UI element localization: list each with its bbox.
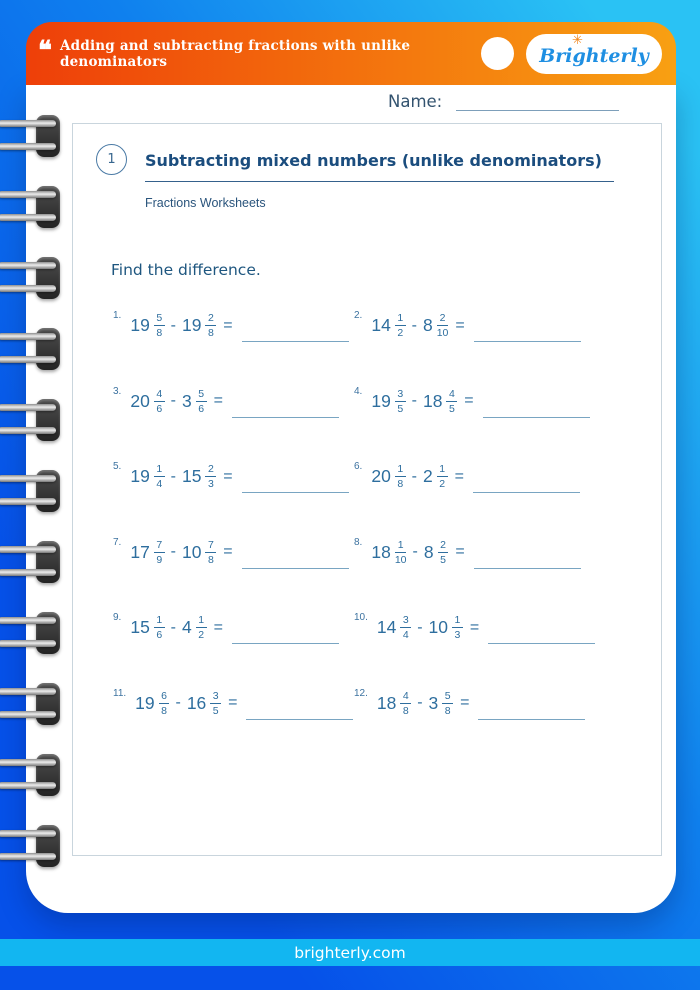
minuend-whole: 15 <box>130 617 150 638</box>
binder-ring <box>0 257 62 299</box>
subtrahend-whole: 19 <box>181 315 202 336</box>
problem <box>354 515 661 591</box>
subtrahend-fraction: $\frac{1}{2}$ <box>196 614 207 641</box>
ring-wire <box>0 120 56 127</box>
problem <box>113 666 354 742</box>
problem-number: 11. <box>113 687 127 699</box>
sun-icon: ✳ <box>572 31 583 47</box>
minus-operator: - <box>417 618 423 636</box>
logo-text: Brighterly <box>539 44 649 67</box>
ring-wire <box>0 333 56 340</box>
problem-number: 1. <box>113 310 122 322</box>
subtrahend-fraction: $\frac{1}{2}$ <box>437 463 448 490</box>
worksheet-subtitle: Fractions Worksheets <box>145 196 266 210</box>
instruction-text: Find the difference. <box>111 261 261 279</box>
minuend-whole: 17 <box>130 541 150 562</box>
binder-ring <box>0 470 62 512</box>
subtrahend-whole: 3 <box>428 692 439 713</box>
ring-wire <box>0 853 56 860</box>
answer-line[interactable] <box>488 631 595 644</box>
subtrahend-whole: 18 <box>422 390 443 411</box>
minus-operator: - <box>175 694 181 712</box>
equals-sign: = <box>464 392 474 410</box>
subtrahend-whole: 8 <box>423 541 434 562</box>
name-label: Name: <box>388 92 443 111</box>
minuend-whole: 14 <box>376 617 397 638</box>
problem <box>113 439 354 515</box>
subtrahend-fraction: $\frac{5}{6}$ <box>196 388 207 415</box>
equals-sign: = <box>213 618 223 636</box>
minuend-whole: 19 <box>135 692 155 713</box>
problems-grid <box>73 288 661 741</box>
minus-operator: - <box>411 392 417 410</box>
problem <box>354 288 661 364</box>
minus-operator: - <box>417 694 423 712</box>
problem <box>354 364 661 440</box>
problem-number: 8. <box>354 536 363 548</box>
ring-wire <box>0 427 56 434</box>
subtrahend-fraction: $\frac{4}{5}$ <box>446 388 457 415</box>
binder-ring <box>0 612 62 654</box>
minus-operator: - <box>170 618 176 636</box>
minus-operator: - <box>170 467 176 485</box>
subtrahend-fraction: $\frac{2}{5}$ <box>438 539 449 566</box>
equals-sign: = <box>455 543 465 561</box>
ring-wire <box>0 569 56 576</box>
subtrahend-whole: 10 <box>428 617 449 638</box>
subtrahend-fraction: $\frac{2}{10}$ <box>436 312 449 340</box>
problem <box>113 288 354 364</box>
binder-ring <box>0 186 62 228</box>
answer-line[interactable] <box>474 329 581 342</box>
subtrahend-whole: 4 <box>181 617 192 638</box>
minuend-fraction: $\frac{1}{4}$ <box>154 463 165 490</box>
equals-sign: = <box>469 618 480 636</box>
ring-wire <box>0 782 56 789</box>
problem <box>354 590 661 666</box>
equals-sign: = <box>213 392 223 410</box>
subtrahend-fraction: $\frac{2}{8}$ <box>205 312 216 339</box>
ring-wire <box>0 143 56 150</box>
equals-sign: = <box>223 543 233 561</box>
subtrahend-whole: 10 <box>181 541 202 562</box>
binder-ring <box>0 683 62 725</box>
name-blank-line[interactable] <box>456 96 619 111</box>
ring-wire <box>0 191 56 198</box>
minuend-fraction: $\frac{4}{8}$ <box>400 690 411 717</box>
answer-line[interactable] <box>473 480 580 493</box>
minus-operator: - <box>411 467 417 485</box>
ring-wire <box>0 711 56 718</box>
section-number-badge: 1 <box>96 144 127 175</box>
binder-ring <box>0 541 62 583</box>
problem-number: 9. <box>113 612 122 624</box>
subtrahend-whole: 3 <box>181 390 192 411</box>
answer-line[interactable] <box>242 329 349 342</box>
minuend-fraction: $\frac{1}{6}$ <box>154 614 165 641</box>
brighterly-logo[interactable] <box>526 31 662 74</box>
ring-wire <box>0 830 56 837</box>
minus-operator: - <box>411 316 417 334</box>
binder-ring <box>0 825 62 867</box>
minuend-fraction: $\frac{5}{8}$ <box>154 312 165 339</box>
ring-wire <box>0 688 56 695</box>
subtrahend-fraction: $\frac{5}{8}$ <box>442 690 453 717</box>
ring-wire <box>0 498 56 505</box>
minus-operator: - <box>170 316 176 334</box>
problem-number: 4. <box>354 385 363 397</box>
answer-line[interactable] <box>232 631 339 644</box>
problem-number: 10. <box>354 612 368 624</box>
minuend-whole: 19 <box>371 390 391 411</box>
header-circle-decoration <box>481 37 514 70</box>
minuend-whole: 18 <box>371 541 391 562</box>
footer-band <box>0 939 700 966</box>
minuend-fraction: $\frac{1}{10}$ <box>394 538 407 566</box>
ring-wire <box>0 640 56 647</box>
minuend-fraction: $\frac{7}{9}$ <box>154 539 165 566</box>
ring-wire <box>0 617 56 624</box>
problem-number: 5. <box>113 461 122 473</box>
problem-number: 2. <box>354 310 363 322</box>
problem <box>113 515 354 591</box>
ring-wire <box>0 356 56 363</box>
minuend-fraction: $\frac{4}{6}$ <box>154 388 165 415</box>
subtrahend-fraction: $\frac{7}{8}$ <box>205 539 216 566</box>
minus-operator: - <box>170 392 176 410</box>
equals-sign: = <box>223 467 233 485</box>
minuend-fraction: $\frac{3}{4}$ <box>400 614 411 641</box>
problem <box>354 439 661 515</box>
equals-sign: = <box>223 316 233 334</box>
subtrahend-whole: 8 <box>422 315 433 336</box>
ring-wire <box>0 404 56 411</box>
minuend-fraction: $\frac{1}{2}$ <box>395 312 406 339</box>
problem-number: 12. <box>354 687 368 699</box>
header-title: Adding and subtracting fractions with unlike denominators <box>60 37 411 70</box>
problem <box>354 666 661 742</box>
minuend-fraction: $\frac{1}{8}$ <box>395 463 406 490</box>
problem <box>113 590 354 666</box>
worksheet-card <box>72 123 662 856</box>
minus-operator: - <box>170 543 176 561</box>
minus-operator: - <box>412 543 418 561</box>
minuend-whole: 18 <box>376 692 397 713</box>
binder-ring <box>0 754 62 796</box>
minuend-whole: 14 <box>371 315 391 336</box>
ring-wire <box>0 546 56 553</box>
minuend-whole: 20 <box>371 466 391 487</box>
answer-line[interactable] <box>478 707 585 720</box>
footer-url-link[interactable]: brighterly.com <box>294 943 406 962</box>
quote-icon: ❝ <box>38 35 52 66</box>
spiral-binding <box>0 0 70 990</box>
minuend-fraction: $\frac{3}{5}$ <box>395 388 406 415</box>
answer-line[interactable] <box>242 556 349 569</box>
subtrahend-whole: 15 <box>181 466 202 487</box>
minuend-whole: 19 <box>130 315 150 336</box>
answer-line[interactable] <box>232 405 339 418</box>
answer-line[interactable] <box>246 707 353 720</box>
minuend-fraction: $\frac{6}{8}$ <box>159 690 170 717</box>
minuend-whole: 19 <box>130 466 150 487</box>
subtrahend-whole: 2 <box>422 466 433 487</box>
subtrahend-fraction: $\frac{3}{5}$ <box>210 690 221 717</box>
ring-wire <box>0 285 56 292</box>
worksheet-title: Subtracting mixed numbers (unlike denominators) <box>145 151 602 170</box>
answer-line[interactable] <box>474 556 581 569</box>
header-bar <box>26 22 676 85</box>
answer-line[interactable] <box>483 405 590 418</box>
ring-wire <box>0 214 56 221</box>
problem-number: 7. <box>113 536 122 548</box>
equals-sign: = <box>228 694 238 712</box>
problem-number: 3. <box>113 385 122 397</box>
problem <box>113 364 354 440</box>
binder-ring <box>0 399 62 441</box>
binder-ring <box>0 328 62 370</box>
problem-number: 6. <box>354 461 363 473</box>
name-row <box>388 92 619 111</box>
equals-sign: = <box>455 316 465 334</box>
equals-sign: = <box>460 694 470 712</box>
subtrahend-whole: 16 <box>186 692 207 713</box>
ring-wire <box>0 475 56 482</box>
ring-wire <box>0 759 56 766</box>
ring-wire <box>0 262 56 269</box>
equals-sign: = <box>454 467 464 485</box>
binder-ring <box>0 115 62 157</box>
subtrahend-fraction: $\frac{1}{3}$ <box>452 614 463 641</box>
subtrahend-fraction: $\frac{2}{3}$ <box>205 463 216 490</box>
title-underline <box>145 181 614 182</box>
answer-line[interactable] <box>242 480 349 493</box>
minuend-whole: 20 <box>130 390 150 411</box>
